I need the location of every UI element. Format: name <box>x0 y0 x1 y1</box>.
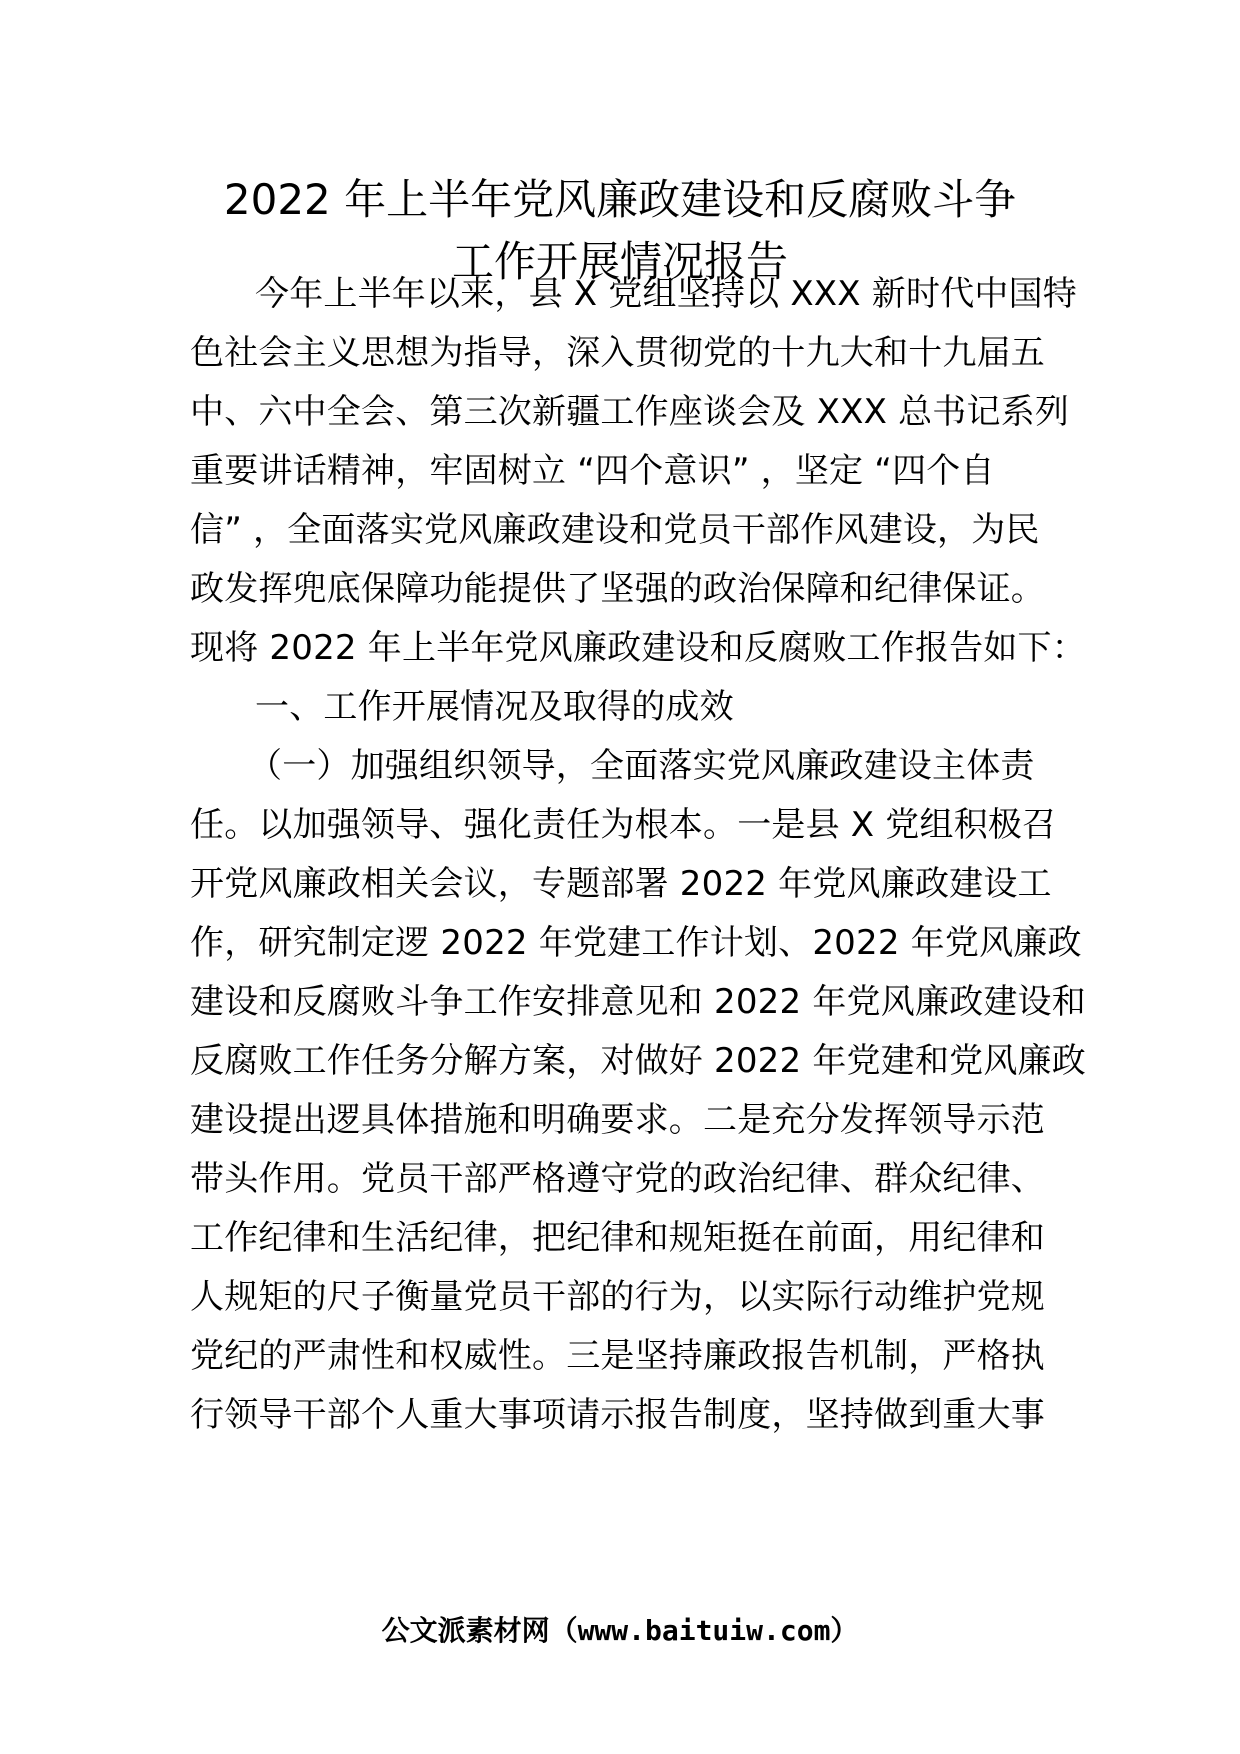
paragraph-line: 带头作用。党员干部严格遵守党的政治纪律、群众纪律、 <box>190 1159 1045 1199</box>
paragraph-line: 党纪的严肃性和权威性。三是坚持廉政报告机制，严格执 <box>190 1336 1045 1376</box>
paragraph-line: 任。以加强领导、强化责任为根本。一是县 X 党组积极召 <box>190 805 1057 845</box>
document-title-line-2: 工作开展情况报告 <box>451 237 788 286</box>
paragraph-line: 重要讲话精神，牢固树立 “四个意识” ，坚定 “四个自 <box>190 451 995 491</box>
paragraph-line: 建设提出逻具体措施和明确要求。二是充分发挥领导示范 <box>190 1100 1045 1140</box>
paragraph-line: 今年上半年以来，县 X 党组坚持以 XXX 新时代中国特 <box>255 274 1077 314</box>
paragraph-line: 行领导干部个人重大事项请示报告制度，坚持做到重大事 <box>190 1395 1045 1435</box>
paragraph-line: 中、六中全会、第三次新疆工作座谈会及 XXX 总书记系列 <box>190 392 1070 432</box>
paragraph-line: 开党风廉政相关会议，专题部署 2022 年党风廉政建设工 <box>190 864 1052 904</box>
paragraph-line: 作，研究制定逻 2022 年党建工作计划、2022 年党风廉政 <box>190 923 1082 963</box>
document-title-line-1: 2022 年上半年党风廉政建设和反腐败斗争 <box>223 175 1017 224</box>
subsection-heading-line: （一）加强组织领导，全面落实党风廉政建设主体责 <box>248 746 1035 786</box>
paragraph-line: 工作纪律和生活纪律，把纪律和规矩挺在前面，用纪律和 <box>190 1218 1045 1258</box>
footer-watermark: 公文派素材网（www.baituiw.com） <box>381 1614 859 1647</box>
paragraph-line: 反腐败工作任务分解方案，对做好 2022 年党建和党风廉政 <box>190 1041 1086 1081</box>
section-heading: 一、工作开展情况及取得的成效 <box>255 687 734 727</box>
paragraph-line: 建设和反腐败斗争工作安排意见和 2022 年党风廉政建设和 <box>190 982 1086 1022</box>
paragraph-line: 现将 2022 年上半年党风廉政建设和反腐败工作报告如下： <box>190 628 1086 668</box>
paragraph-line: 人规矩的尺子衡量党员干部的行为，以实际行动维护党规 <box>190 1277 1045 1317</box>
paragraph-line: 政发挥兜底保障功能提供了坚强的政治保障和纪律保证。 <box>190 569 1045 609</box>
paragraph-line: 信” ，全面落实党风廉政建设和党员干部作风建设，为民 <box>190 510 1040 550</box>
paragraph-line: 色社会主义思想为指导，深入贯彻党的十九大和十九届五 <box>190 333 1045 373</box>
